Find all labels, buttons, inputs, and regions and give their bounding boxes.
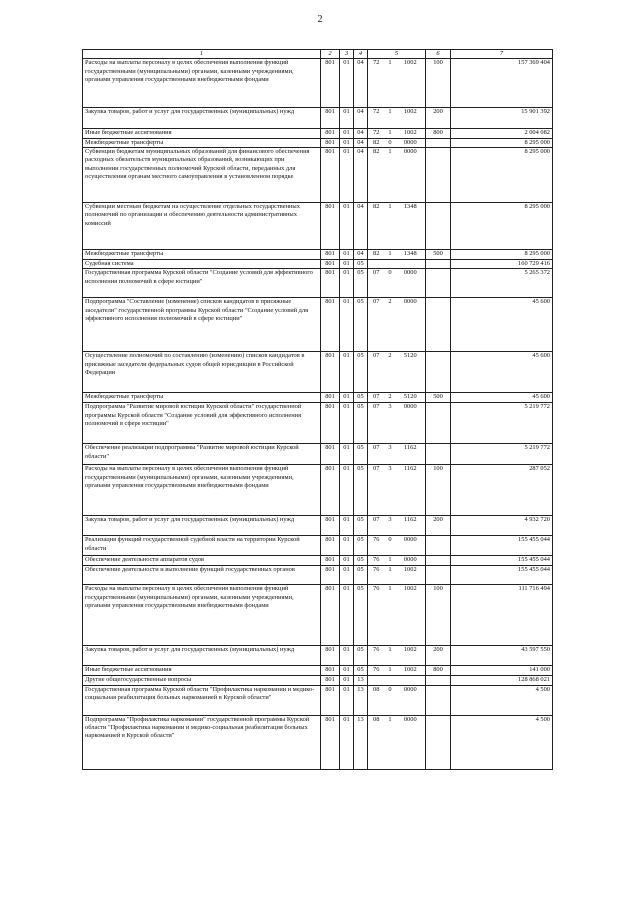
cell-adm: 801 xyxy=(321,666,340,675)
cell-p1: 76 xyxy=(368,646,385,666)
cell-rz: 01 xyxy=(340,715,354,769)
cell-p1: 82 xyxy=(368,249,385,259)
cell-sum: 45 600 xyxy=(451,298,553,352)
cell-vr xyxy=(426,566,451,585)
cell-vr xyxy=(426,675,451,685)
header-row xyxy=(83,50,553,59)
cell-rz: 01 xyxy=(340,129,354,138)
cell-adm: 801 xyxy=(321,536,340,556)
cell-sum: 8 295 000 xyxy=(451,147,553,202)
header-cell: 6 xyxy=(426,50,451,59)
cell-sum: 43 597 550 xyxy=(451,646,553,666)
table-row xyxy=(83,59,553,108)
table-row xyxy=(83,298,553,352)
cell-p3: 1002 xyxy=(396,585,426,646)
cell-vr: 100 xyxy=(426,59,451,108)
cell-p1 xyxy=(368,259,385,268)
cell-rz: 01 xyxy=(340,147,354,202)
cell-p1: 72 xyxy=(368,129,385,138)
cell-pr: 05 xyxy=(354,259,368,268)
table-row xyxy=(83,138,553,147)
cell-pr: 13 xyxy=(354,675,368,685)
cell-vr xyxy=(426,202,451,249)
cell-p2: 3 xyxy=(385,444,396,465)
cell-rz: 01 xyxy=(340,298,354,352)
cell-vr xyxy=(426,259,451,268)
cell-adm: 801 xyxy=(321,59,340,108)
cell-p3: 1002 xyxy=(396,59,426,108)
table-row xyxy=(83,585,553,646)
cell-vr xyxy=(426,556,451,566)
cell-adm: 801 xyxy=(321,465,340,516)
cell-p3: 1002 xyxy=(396,646,426,666)
cell-vr xyxy=(426,138,451,147)
cell-pr: 13 xyxy=(354,685,368,715)
table-row xyxy=(83,259,553,268)
cell-name: Расходы на выплаты персоналу в целях обеспечения выполнения функций государственными (муниципальными) органами, казенными учреждениями, органами управления государственными внебюджетными фондами xyxy=(83,59,321,108)
cell-rz: 01 xyxy=(340,465,354,516)
cell-adm: 801 xyxy=(321,147,340,202)
cell-pr: 05 xyxy=(354,393,368,403)
cell-name: Закупка товаров, работ и услуг для государственных (муниципальных) нужд xyxy=(83,646,321,666)
cell-p3 xyxy=(396,259,426,268)
cell-vr: 500 xyxy=(426,393,451,403)
cell-adm: 801 xyxy=(321,675,340,685)
table-row xyxy=(83,108,553,129)
cell-p3: 1002 xyxy=(396,666,426,675)
cell-p1: 82 xyxy=(368,138,385,147)
cell-p2: 1 xyxy=(385,129,396,138)
cell-p2: 3 xyxy=(385,465,396,516)
cell-pr: 05 xyxy=(354,352,368,393)
cell-vr xyxy=(426,444,451,465)
cell-p1: 76 xyxy=(368,536,385,556)
cell-adm: 801 xyxy=(321,138,340,147)
cell-p3: 0000 xyxy=(396,685,426,715)
cell-name: Обеспечение реализации подпрограммы "Развитие мировой юстиции Курской области" xyxy=(83,444,321,465)
table-row xyxy=(83,646,553,666)
cell-sum: 5 219 772 xyxy=(451,403,553,444)
cell-rz: 01 xyxy=(340,666,354,675)
cell-name: Судебная система xyxy=(83,259,321,268)
cell-p1: 07 xyxy=(368,465,385,516)
cell-p3: 1348 xyxy=(396,249,426,259)
cell-pr: 05 xyxy=(354,403,368,444)
cell-vr xyxy=(426,352,451,393)
cell-pr: 04 xyxy=(354,138,368,147)
cell-p3 xyxy=(396,675,426,685)
cell-p2: 1 xyxy=(385,147,396,202)
cell-p1: 07 xyxy=(368,269,385,298)
cell-pr: 05 xyxy=(354,646,368,666)
table-row xyxy=(83,352,553,393)
cell-p1: 07 xyxy=(368,403,385,444)
budget-table xyxy=(82,49,553,770)
cell-p1: 72 xyxy=(368,108,385,129)
cell-sum: 8 295 000 xyxy=(451,138,553,147)
cell-rz: 01 xyxy=(340,269,354,298)
cell-name: Межбюджетные трансферты xyxy=(83,138,321,147)
cell-adm: 801 xyxy=(321,202,340,249)
cell-rz: 01 xyxy=(340,259,354,268)
cell-rz: 01 xyxy=(340,202,354,249)
cell-pr: 04 xyxy=(354,129,368,138)
cell-p2: 0 xyxy=(385,269,396,298)
cell-p2: 0 xyxy=(385,685,396,715)
cell-name: Межбюджетные трансферты xyxy=(83,249,321,259)
cell-p2: 1 xyxy=(385,59,396,108)
cell-name: Субвенции местным бюджетам на осуществление отдельных государственных полномочий по организации и обеспечению деятельности административных комиссий xyxy=(83,202,321,249)
cell-p1: 07 xyxy=(368,516,385,536)
cell-adm: 801 xyxy=(321,393,340,403)
cell-adm: 801 xyxy=(321,269,340,298)
header-cell: 3 xyxy=(340,50,354,59)
cell-vr: 800 xyxy=(426,129,451,138)
cell-p3: 5120 xyxy=(396,393,426,403)
cell-vr: 100 xyxy=(426,465,451,516)
cell-name: Расходы на выплаты персоналу в целях обеспечения выполнения функций государственными (муниципальными) органами, казенными учреждениями, органами управления государственными внебюджетными фондами xyxy=(83,465,321,516)
cell-sum: 160 729 416 xyxy=(451,259,553,268)
cell-pr: 04 xyxy=(354,202,368,249)
cell-rz: 01 xyxy=(340,403,354,444)
cell-vr xyxy=(426,715,451,769)
cell-sum: 155 455 044 xyxy=(451,556,553,566)
cell-p1: 07 xyxy=(368,393,385,403)
cell-adm: 801 xyxy=(321,249,340,259)
cell-p1 xyxy=(368,675,385,685)
table-row xyxy=(83,566,553,585)
cell-adm: 801 xyxy=(321,585,340,646)
cell-adm: 801 xyxy=(321,129,340,138)
cell-pr: 05 xyxy=(354,566,368,585)
cell-p2: 1 xyxy=(385,715,396,769)
cell-p2: 2 xyxy=(385,393,396,403)
cell-adm: 801 xyxy=(321,108,340,129)
cell-p3: 0000 xyxy=(396,556,426,566)
header-cell: 2 xyxy=(321,50,340,59)
cell-adm: 801 xyxy=(321,556,340,566)
cell-p1: 76 xyxy=(368,585,385,646)
cell-p3: 1162 xyxy=(396,444,426,465)
cell-p1: 07 xyxy=(368,298,385,352)
cell-pr: 05 xyxy=(354,298,368,352)
cell-adm: 801 xyxy=(321,566,340,585)
cell-vr xyxy=(426,269,451,298)
cell-sum: 2 004 082 xyxy=(451,129,553,138)
page-number: 2 xyxy=(317,14,323,25)
table-row xyxy=(83,666,553,675)
cell-sum: 15 901 392 xyxy=(451,108,553,129)
cell-p2: 1 xyxy=(385,108,396,129)
cell-vr: 500 xyxy=(426,249,451,259)
header-cell: 7 xyxy=(451,50,553,59)
cell-p3: 1002 xyxy=(396,566,426,585)
cell-name: Иные бюджетные ассигнования xyxy=(83,666,321,675)
cell-rz: 01 xyxy=(340,249,354,259)
cell-p3: 0000 xyxy=(396,298,426,352)
cell-sum: 8 295 000 xyxy=(451,249,553,259)
cell-p2: 1 xyxy=(385,666,396,675)
cell-name: Осуществление полномочий по составлению (изменению) списков кандидатов в присяжные заседатели федеральных судов общей юрисдикции в Российской Федерации xyxy=(83,352,321,393)
cell-rz: 01 xyxy=(340,536,354,556)
cell-adm: 801 xyxy=(321,259,340,268)
cell-p1: 76 xyxy=(368,566,385,585)
cell-p2: 0 xyxy=(385,138,396,147)
cell-sum: 5 265 372 xyxy=(451,269,553,298)
header-cell: 4 xyxy=(354,50,368,59)
table-row xyxy=(83,516,553,536)
cell-rz: 01 xyxy=(340,585,354,646)
cell-name: Закупка товаров, работ и услуг для государственных (муниципальных) нужд xyxy=(83,516,321,536)
cell-vr: 100 xyxy=(426,585,451,646)
cell-p2: 1 xyxy=(385,566,396,585)
table-row xyxy=(83,444,553,465)
cell-p1: 72 xyxy=(368,59,385,108)
cell-sum: 4 500 xyxy=(451,685,553,715)
cell-sum: 4 932 720 xyxy=(451,516,553,536)
cell-p2: 0 xyxy=(385,536,396,556)
cell-p3: 0000 xyxy=(396,403,426,444)
table-row xyxy=(83,249,553,259)
cell-name: Обеспечение деятельности аппаратов судов xyxy=(83,556,321,566)
cell-pr: 05 xyxy=(354,269,368,298)
cell-name: Межбюджетные трансферты xyxy=(83,393,321,403)
cell-p2: 1 xyxy=(385,556,396,566)
cell-sum: 4 500 xyxy=(451,715,553,769)
cell-sum: 111 716 494 xyxy=(451,585,553,646)
cell-name: Подпрограмма "Профилактика наркомании" государственной программы Курской области "Профилактика наркомании и медико-социальная реабилитация больных наркоманией в Курской области" xyxy=(83,715,321,769)
cell-rz: 01 xyxy=(340,138,354,147)
cell-vr xyxy=(426,147,451,202)
cell-rz: 01 xyxy=(340,444,354,465)
cell-p2: 1 xyxy=(385,202,396,249)
cell-pr: 05 xyxy=(354,465,368,516)
table-row xyxy=(83,202,553,249)
cell-sum: 5 219 772 xyxy=(451,444,553,465)
cell-rz: 01 xyxy=(340,685,354,715)
cell-p3: 1002 xyxy=(396,108,426,129)
cell-p1: 76 xyxy=(368,666,385,675)
cell-p2: 1 xyxy=(385,249,396,259)
cell-p1: 82 xyxy=(368,147,385,202)
cell-vr xyxy=(426,298,451,352)
table-row xyxy=(83,556,553,566)
cell-sum: 155 455 044 xyxy=(451,536,553,556)
cell-adm: 801 xyxy=(321,685,340,715)
cell-name: Подпрограмма "Развитие мировой юстиции Курской области" государственной программы Курской области "Создание условий для эффективного исполнения полномочий в сфере юстиции" xyxy=(83,403,321,444)
cell-adm: 801 xyxy=(321,646,340,666)
table-row xyxy=(83,685,553,715)
cell-adm: 801 xyxy=(321,516,340,536)
cell-pr: 05 xyxy=(354,516,368,536)
cell-pr: 05 xyxy=(354,585,368,646)
cell-name: Подпрограмма "Составление (изменение) списков кандидатов в присяжные заседатели" государственной программы Курской области "Создание условий для эффективного исполнения полномочий в сфере юстиции" xyxy=(83,298,321,352)
cell-p3: 0000 xyxy=(396,147,426,202)
cell-p1: 08 xyxy=(368,685,385,715)
cell-p3: 0000 xyxy=(396,138,426,147)
cell-name: Другие общегосударственные вопросы xyxy=(83,675,321,685)
cell-p3: 5120 xyxy=(396,352,426,393)
cell-rz: 01 xyxy=(340,393,354,403)
header-cell: 1 xyxy=(83,50,321,59)
cell-rz: 01 xyxy=(340,566,354,585)
cell-p3: 1162 xyxy=(396,465,426,516)
cell-pr: 04 xyxy=(354,249,368,259)
table-row xyxy=(83,465,553,516)
cell-rz: 01 xyxy=(340,675,354,685)
cell-p2: 2 xyxy=(385,298,396,352)
cell-vr: 800 xyxy=(426,666,451,675)
table-row xyxy=(83,129,553,138)
cell-vr: 200 xyxy=(426,108,451,129)
cell-name: Закупка товаров, работ и услуг для государственных (муниципальных) нужд xyxy=(83,108,321,129)
table-row xyxy=(83,269,553,298)
cell-vr xyxy=(426,403,451,444)
cell-vr: 200 xyxy=(426,516,451,536)
cell-p1: 76 xyxy=(368,556,385,566)
table-row xyxy=(83,147,553,202)
cell-sum: 157 369 404 xyxy=(451,59,553,108)
cell-sum: 45 600 xyxy=(451,352,553,393)
table-row xyxy=(83,715,553,769)
cell-p3: 0000 xyxy=(396,536,426,556)
table-body xyxy=(83,59,553,769)
cell-p3: 1348 xyxy=(396,202,426,249)
cell-sum: 287 052 xyxy=(451,465,553,516)
cell-pr: 05 xyxy=(354,444,368,465)
cell-vr: 200 xyxy=(426,646,451,666)
cell-adm: 801 xyxy=(321,352,340,393)
cell-name: Расходы на выплаты персоналу в целях обеспечения выполнения функций государственными (муниципальными) органами, казенными учреждениями, органами управления государственными внебюджетными фондами xyxy=(83,585,321,646)
cell-p2 xyxy=(385,675,396,685)
table-row xyxy=(83,536,553,556)
cell-rz: 01 xyxy=(340,556,354,566)
cell-p2: 1 xyxy=(385,646,396,666)
cell-adm: 801 xyxy=(321,444,340,465)
cell-rz: 01 xyxy=(340,108,354,129)
cell-sum: 141 000 xyxy=(451,666,553,675)
cell-p3: 1002 xyxy=(396,129,426,138)
cell-rz: 01 xyxy=(340,646,354,666)
cell-name: Субвенции бюджетам муниципальных образований для финансового обеспечения расходных обязательств муниципальных образований, возникающих при выполнении государственных полномочий Курской области, переданных для осуществления органам местного самоуправления в установленном порядке xyxy=(83,147,321,202)
cell-vr xyxy=(426,685,451,715)
cell-vr xyxy=(426,536,451,556)
cell-pr: 05 xyxy=(354,556,368,566)
cell-name: Иные бюджетные ассигнования xyxy=(83,129,321,138)
cell-p3: 0000 xyxy=(396,715,426,769)
cell-name: Государственная программа Курской области "Профилактика наркомании и медико-социальная реабилитация больных наркоманией в Курской области" xyxy=(83,685,321,715)
cell-p2: 2 xyxy=(385,352,396,393)
cell-rz: 01 xyxy=(340,516,354,536)
cell-rz: 01 xyxy=(340,59,354,108)
cell-adm: 801 xyxy=(321,403,340,444)
cell-p3: 0000 xyxy=(396,269,426,298)
cell-rz: 01 xyxy=(340,352,354,393)
cell-sum: 45 600 xyxy=(451,393,553,403)
header-cell: 5 xyxy=(368,50,426,59)
cell-pr: 04 xyxy=(354,147,368,202)
cell-pr: 05 xyxy=(354,536,368,556)
cell-name: Обеспечение деятельности и выполнение функций государственных органов xyxy=(83,566,321,585)
cell-name: Реализация функций государственной судебной власти на территории Курской области xyxy=(83,536,321,556)
cell-pr: 04 xyxy=(354,59,368,108)
cell-sum: 155 455 044 xyxy=(451,566,553,585)
cell-p1: 07 xyxy=(368,352,385,393)
cell-sum: 8 295 000 xyxy=(451,202,553,249)
cell-adm: 801 xyxy=(321,298,340,352)
cell-pr: 04 xyxy=(354,108,368,129)
cell-p1: 07 xyxy=(368,444,385,465)
cell-p1: 08 xyxy=(368,715,385,769)
cell-p2: 3 xyxy=(385,516,396,536)
cell-p3: 1162 xyxy=(396,516,426,536)
cell-p2: 1 xyxy=(385,585,396,646)
cell-p1: 82 xyxy=(368,202,385,249)
cell-adm: 801 xyxy=(321,715,340,769)
cell-pr: 13 xyxy=(354,715,368,769)
cell-pr: 05 xyxy=(354,666,368,675)
table-row xyxy=(83,675,553,685)
cell-p2: 3 xyxy=(385,403,396,444)
cell-p2 xyxy=(385,259,396,268)
table-row xyxy=(83,403,553,444)
cell-name: Государственная программа Курской области "Создание условий для эффективного исполнения полномочий в сфере юстиции" xyxy=(83,269,321,298)
table-row xyxy=(83,393,553,403)
cell-sum: 128 868 021 xyxy=(451,675,553,685)
